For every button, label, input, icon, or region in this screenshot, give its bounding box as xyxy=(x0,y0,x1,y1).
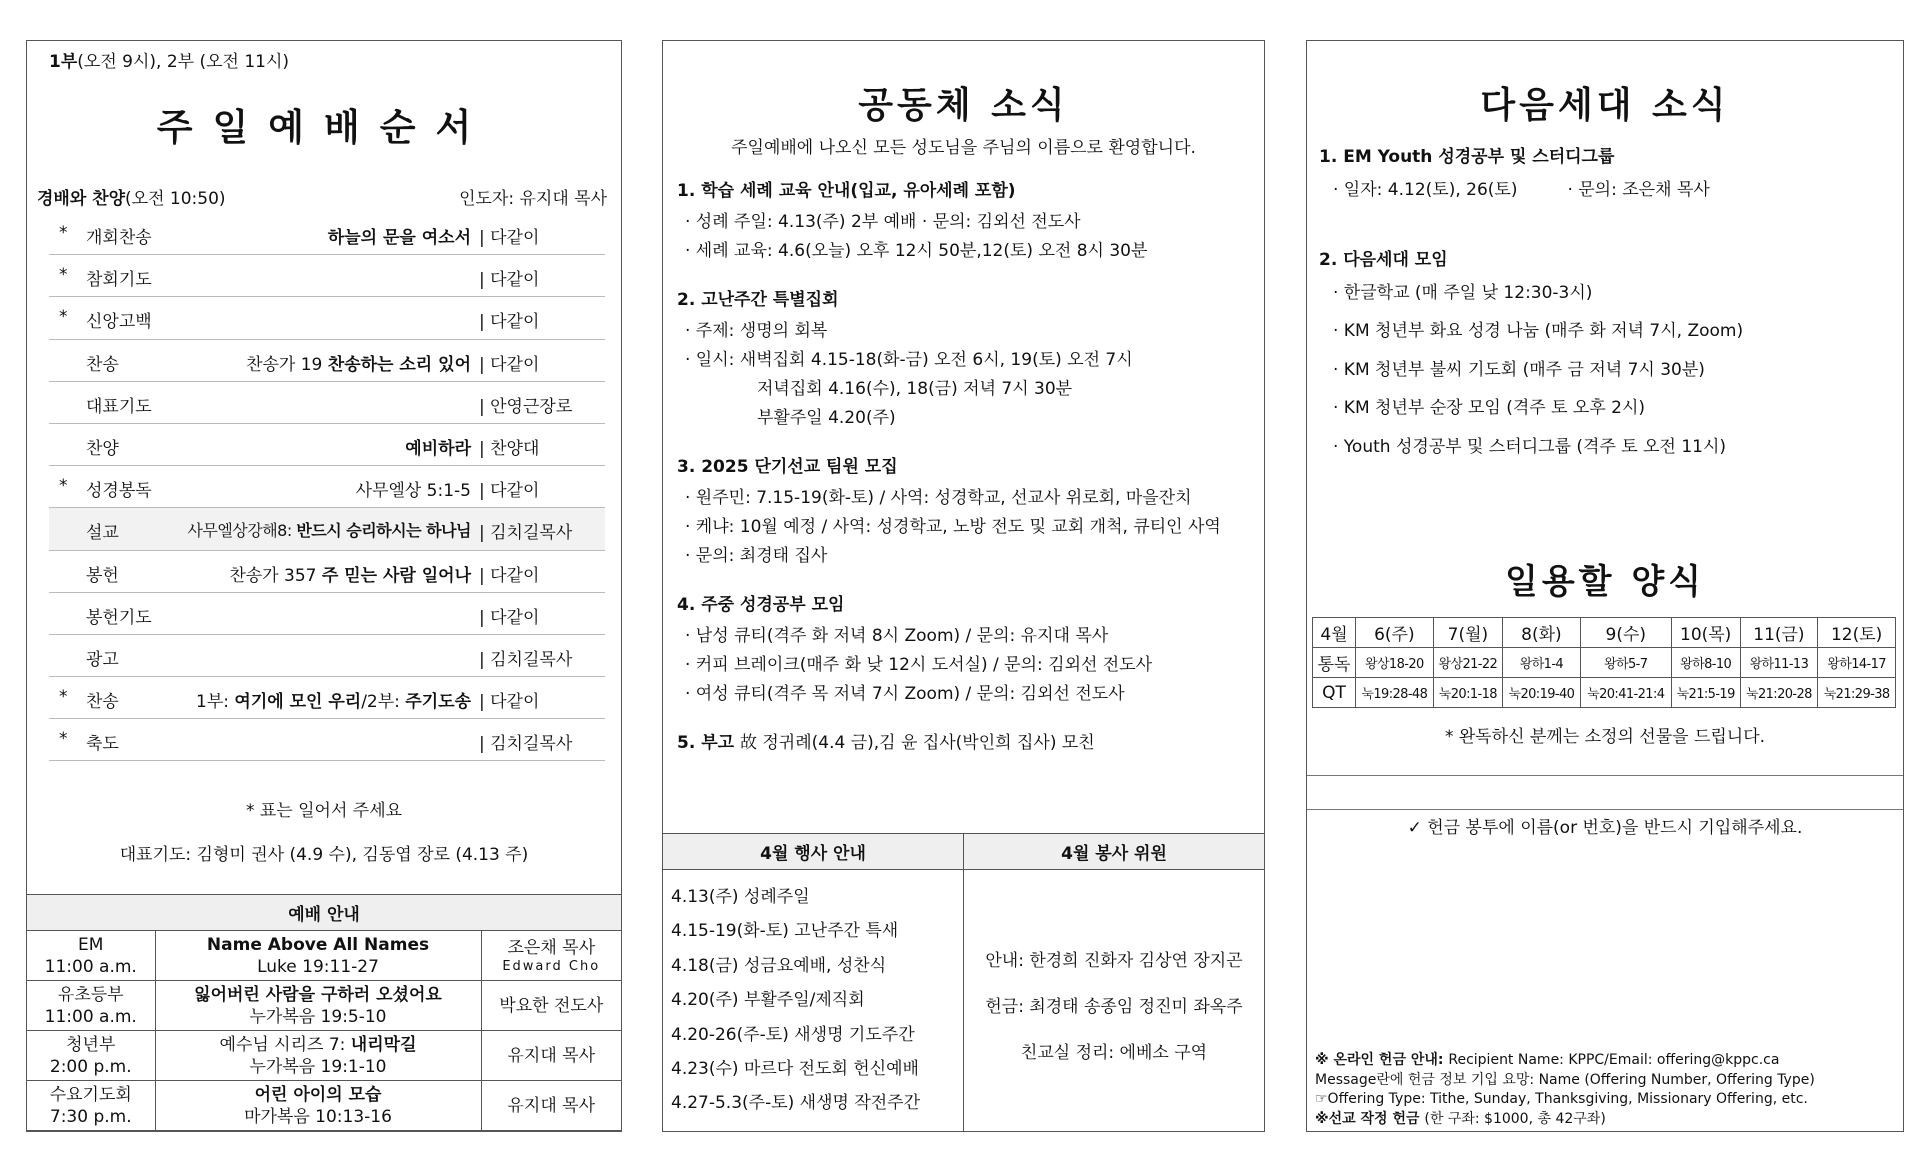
guide-dept: 청년부 xyxy=(66,1034,116,1055)
event-item: 4.20-26(주-토) 새생명 기도주간 xyxy=(671,1024,915,1045)
guide-verse: 누가복음 19:1-10 xyxy=(249,1056,387,1077)
news-line: · 문의: 최경태 집사 xyxy=(685,546,828,566)
praise-header xyxy=(37,184,607,209)
guide-title-prefix: 예수님 시리즈 7: xyxy=(219,1034,351,1055)
qt-title: 일용할 양식 xyxy=(1504,562,1706,602)
praise-section xyxy=(37,184,226,209)
order-item-leader: | 안영근장로 xyxy=(479,396,573,417)
event-item: 4.23(수) 마르다 전도회 헌신예배 xyxy=(671,1058,919,1079)
order-item-detail xyxy=(196,687,471,712)
obituary-head: 5. 부고 xyxy=(677,733,735,753)
qt-header-row xyxy=(1313,618,1896,648)
order-row xyxy=(49,340,605,382)
complete-note: * 완독하신 분께는 소정의 선물을 드립니다. xyxy=(1444,727,1766,747)
qt-passage: 눅20:41-21:4 xyxy=(1580,678,1671,708)
guide-sermon-cell xyxy=(155,981,481,1031)
order-item-leader: | 김치길목사 xyxy=(479,523,573,544)
order-row xyxy=(49,424,605,466)
order-item-name: 성경봉독 xyxy=(86,481,152,502)
qt-passage: 왕하1-4 xyxy=(1503,648,1581,678)
order-item-name: 대표기도 xyxy=(86,396,152,417)
guide-sermon-cell xyxy=(155,931,481,981)
qt-passage: 왕하8-10 xyxy=(1671,648,1740,678)
qt-passage: 눅21:5-19 xyxy=(1671,678,1740,708)
qt-row-label: QT xyxy=(1313,678,1356,708)
event-item: 4.15-19(화-토) 고난주간 특새 xyxy=(671,921,899,942)
em-youth-contact: · 문의: 조은채 목사 xyxy=(1567,180,1710,200)
order-item-name: 설교 xyxy=(86,523,119,544)
qt-day: 4월 xyxy=(1313,618,1356,648)
qt-table xyxy=(1312,617,1896,708)
guide-verse: 마가복음 10:13-16 xyxy=(244,1106,392,1127)
qt-passage: 왕상18-20 xyxy=(1356,648,1434,678)
guide-sermon-title xyxy=(156,934,481,956)
online-line-text: (한 구좌: $1000, 총 42구좌) xyxy=(1424,1110,1606,1127)
order-row xyxy=(49,677,605,719)
guide-sermon-title xyxy=(156,984,481,1006)
news-line: · 여성 큐티(격주 목 저녁 7시 Zoom) / 문의: 김외선 전도사 xyxy=(685,684,1125,704)
qt-passage: 왕하11-13 xyxy=(1740,648,1818,678)
order-item-leader: | 김치길목사 xyxy=(479,734,573,755)
em-youth-info xyxy=(1319,171,1889,210)
order-item-detail xyxy=(246,350,471,375)
stand-marker: * xyxy=(59,223,68,243)
volunteers-header: 4월 봉사 위원 xyxy=(964,834,1265,870)
order-item-detail xyxy=(187,518,471,541)
em-youth-heading: 1. EM Youth 성경공부 및 스터디그룹 xyxy=(1319,147,1615,167)
guide-verse: 누가복음 19:5-10 xyxy=(249,1006,387,1027)
nextgen-list xyxy=(1319,143,1889,466)
order-item-detail xyxy=(229,561,471,586)
guide-row xyxy=(27,1081,621,1131)
online-line-label: ※선교 작정 헌금 xyxy=(1315,1110,1425,1127)
detail-prefix: 찬송가 357 xyxy=(229,565,322,586)
service-times-bold: 1부 xyxy=(49,52,78,72)
news-line: · 케냐: 10월 예정 / 사역: 성경학교, 노방 전도 및 교회 개척, 큐티인 사역 xyxy=(685,517,1221,537)
order-item-leader: | 다같이 xyxy=(479,270,540,291)
qt-day: 9(수) xyxy=(1580,618,1671,648)
events-list xyxy=(663,870,964,1132)
detail-title: 예비하라 xyxy=(405,438,471,459)
volunteer-item: 헌금: 최경태 송종임 정진미 좌옥주 xyxy=(985,997,1243,1017)
news-line: 저녁집회 4.16(수), 18(금) 저녁 7시 30분 xyxy=(757,379,1073,399)
guide-pastor: 박요한 전도사 xyxy=(499,995,604,1016)
detail-prefix: 사무엘상강해8: xyxy=(187,521,297,541)
guide-pastor-cell xyxy=(481,1081,621,1131)
guide-dept: 유초등부 xyxy=(57,984,124,1005)
online-line-text: Recipient Name: KPPC/Email: offering@kppc.ca xyxy=(1448,1052,1780,1068)
qt-passage: 왕하5-7 xyxy=(1580,648,1671,678)
praise-section-time: (오전 10:50) xyxy=(125,189,226,209)
guide-dept: EM xyxy=(78,934,104,955)
order-item-detail xyxy=(356,476,471,501)
guide-pastor-cell xyxy=(481,931,621,981)
meeting-item: · KM 청년부 순장 모임 (격주 토 오후 2시) xyxy=(1333,398,1646,418)
guide-time: 7:30 p.m. xyxy=(49,1106,132,1127)
order-item-leader: | 다같이 xyxy=(479,354,540,375)
leader: 인도자: 유지대 목사 xyxy=(459,189,607,209)
guide-row xyxy=(27,981,621,1031)
qt-day: 8(화) xyxy=(1503,618,1581,648)
worship-title: 주일예배순서 xyxy=(156,106,492,149)
guide-time: 2:00 p.m. xyxy=(49,1056,132,1077)
order-item-name: 개회찬송 xyxy=(86,228,152,248)
qt-passage: 눅19:28-48 xyxy=(1356,678,1434,708)
guide-time: 11:00 a.m. xyxy=(44,1006,137,1027)
guide-time: 11:00 a.m. xyxy=(44,956,137,977)
news-heading: 2. 고난주간 특별집회 xyxy=(677,290,839,310)
em-youth-date: · 일자: 4.12(토), 26(토) xyxy=(1333,180,1518,200)
online-line xyxy=(1315,1071,1815,1091)
obituary xyxy=(677,731,1257,756)
qt-day: 12(토) xyxy=(1818,618,1896,648)
service-times xyxy=(49,47,289,72)
online-line xyxy=(1315,1051,1815,1071)
order-row xyxy=(49,466,605,508)
nextgen-meetings-heading: 2. 다음세대 모임 xyxy=(1319,249,1448,270)
stand-marker: * xyxy=(59,476,68,497)
qt-day: 10(목) xyxy=(1671,618,1740,648)
spacer xyxy=(677,709,1257,731)
guide-dept-cell xyxy=(27,931,155,981)
guide-title: 잃어버린 사람을 구하러 오셨어요 xyxy=(194,984,442,1005)
online-offering-info xyxy=(1315,1051,1815,1129)
guide-row xyxy=(27,931,621,981)
stand-marker: * xyxy=(59,265,68,286)
next-generation-panel xyxy=(1306,40,1904,1132)
detail-prefix: 1부: xyxy=(196,692,235,713)
volunteer-item: 안내: 한경희 진화자 김상연 장지곤 xyxy=(985,951,1243,971)
qt-day: 7(월) xyxy=(1433,618,1502,648)
detail-title: 찬송하는 소리 있어 xyxy=(327,354,471,375)
order-item-leader: | 다같이 xyxy=(479,607,540,628)
qt-row-label: 통독 xyxy=(1313,648,1356,678)
order-item-leader: | 김치길목사 xyxy=(479,649,573,670)
order-row xyxy=(49,382,605,424)
order-item-name: 참회기도 xyxy=(86,270,152,291)
order-item-name: 찬양 xyxy=(86,438,119,459)
online-line-text: ☞Offering Type: Tithe, Sunday, Thanksgiving, Missionary Offering, etc. xyxy=(1315,1091,1808,1107)
event-item: 4.27-5.3(주-토) 새생명 작전주간 xyxy=(671,1093,921,1114)
order-item-name: 축도 xyxy=(86,734,119,755)
event-item: 4.13(주) 성례주일 xyxy=(671,887,810,907)
order-row xyxy=(49,213,605,255)
guide-dept-cell xyxy=(27,981,155,1031)
order-item-leader: | 다같이 xyxy=(479,565,540,586)
qt-passage: 왕하14-17 xyxy=(1818,648,1896,678)
order-item-detail xyxy=(328,223,471,248)
stand-note: * 표는 일어서 주세요 xyxy=(245,801,403,821)
qt-day: 6(주) xyxy=(1356,618,1434,648)
order-item-name: 신앙고백 xyxy=(86,312,152,333)
worship-order-panel xyxy=(26,40,622,1132)
order-item-name: 찬송 xyxy=(86,692,119,713)
welcome-text: 주일예배에 나오신 모든 성도님을 주님의 이름으로 환영합니다. xyxy=(731,138,1196,158)
divider xyxy=(1307,775,1903,776)
online-line-text: Message란에 헌금 정보 기입 요망: Name (Offering Number, Offering Type) xyxy=(1315,1071,1815,1088)
news-line: · 성례 주일: 4.13(주) 2부 예배 · 문의: 김외선 전도사 xyxy=(685,212,1081,232)
online-line xyxy=(1315,1090,1815,1110)
spacer xyxy=(677,433,1257,455)
qt-passage: 눅21:20-28 xyxy=(1740,678,1818,708)
events-table xyxy=(663,833,1264,1132)
guide-pastor: 유지대 목사 xyxy=(507,1045,595,1066)
qt-row xyxy=(1313,648,1896,678)
news-line: · 세례 교육: 4.6(오늘) 오후 12시 50분,12(토) 오전 8시 30분 xyxy=(685,241,1148,261)
detail-prefix: 찬송가 19 xyxy=(246,354,328,375)
news-heading: 3. 2025 단기선교 팀원 모집 xyxy=(677,457,898,477)
events-header: 4월 행사 안내 xyxy=(663,834,964,870)
spacer xyxy=(677,571,1257,593)
meeting-item: · Youth 성경공부 및 스터디그룹 (격주 토 오전 11시) xyxy=(1333,436,1727,457)
news-list xyxy=(677,179,1257,760)
prayer-note: 대표기도: 김형미 권사 (4.9 수), 김동엽 장로 (4.13 주) xyxy=(119,845,529,865)
qt-passage: 눅20:19-40 xyxy=(1503,678,1581,708)
guide-title: 어린 아이의 모습 xyxy=(254,1084,382,1105)
service-times-text: (오전 9시), 2부 (오전 11시) xyxy=(77,52,290,72)
order-item-leader: | 다같이 xyxy=(479,692,540,713)
online-line xyxy=(1315,1110,1815,1130)
meeting-item: · KM 청년부 화요 성경 나눔 (매주 화 저녁 7시, Zoom) xyxy=(1333,321,1744,341)
guide-sermon-cell xyxy=(155,1031,481,1081)
order-row xyxy=(49,297,605,339)
qt-row xyxy=(1313,678,1896,708)
qt-passage: 왕상21-22 xyxy=(1433,648,1502,678)
detail-prefix: 사무엘상 5:1-5 xyxy=(355,481,471,502)
guide-pastor: 유지대 목사 xyxy=(507,1095,595,1116)
nextgen-title: 다음세대 소식 xyxy=(1480,85,1730,126)
qt-day: 11(금) xyxy=(1740,618,1818,648)
order-row xyxy=(49,593,605,635)
order-row xyxy=(49,635,605,677)
stand-marker: * xyxy=(59,687,68,708)
guide-pastor-cell xyxy=(481,981,621,1031)
meeting-item: · KM 청년부 불씨 기도회 (매주 금 저녁 7시 30분) xyxy=(1333,359,1705,380)
news-line: · 커피 브레이크(매주 화 낮 12시 도서실) / 문의: 김외선 전도사 xyxy=(685,655,1153,675)
divider xyxy=(1307,809,1903,810)
news-line: · 일시: 새벽집회 4.15-18(화-금) 오전 6시, 19(토) 오전 7시 xyxy=(685,350,1133,370)
order-item-leader: | 찬양대 xyxy=(479,438,540,459)
spacer xyxy=(677,266,1257,288)
order-item-name: 봉헌 xyxy=(86,565,119,586)
guide-sermon-title xyxy=(156,1084,481,1106)
order-row xyxy=(49,551,605,593)
detail-title: 하늘의 문을 여소서 xyxy=(327,228,471,248)
qt-passage: 눅20:1-18 xyxy=(1433,678,1502,708)
praise-section-label: 경배와 찬양 xyxy=(37,189,126,209)
order-row xyxy=(49,508,605,550)
order-item-leader: | 다같이 xyxy=(479,228,540,248)
news-line: · 원주민: 7.15-19(화-토) / 사역: 성경학교, 선교사 위로회, 마을잔치 xyxy=(685,488,1192,508)
stand-marker: * xyxy=(59,729,68,750)
guide-pastor-en: Edward Cho xyxy=(502,958,601,974)
service-guide-header: 예배 안내 xyxy=(27,895,621,931)
news-heading: 1. 학습 세례 교육 안내(입교, 유아세례 포함) xyxy=(677,181,1016,201)
order-item-name: 광고 xyxy=(86,649,119,670)
offering-note: ✓ 헌금 봉투에 이름(or 번호)을 반드시 기입해주세요. xyxy=(1407,818,1803,838)
guide-row xyxy=(27,1031,621,1081)
news-line: · 남성 큐티(격주 화 저녁 8시 Zoom) / 문의: 유지대 목사 xyxy=(685,626,1109,646)
guide-dept: 수요기도회 xyxy=(49,1084,132,1105)
order-item-name: 봉헌기도 xyxy=(86,607,152,628)
event-item: 4.20(주) 부활주일/제직회 xyxy=(671,990,865,1011)
order-item-name: 찬송 xyxy=(86,354,119,375)
order-row xyxy=(49,719,605,761)
news-line: 부활주일 4.20(주) xyxy=(757,408,896,428)
qt-passage: 눅21:29-38 xyxy=(1818,678,1896,708)
guide-title: Name Above All Names xyxy=(206,934,430,955)
detail-title: 주 믿는 사람 일어나 xyxy=(321,565,471,586)
guide-sermon-title xyxy=(156,1034,481,1056)
guide-title: 내리막길 xyxy=(350,1034,417,1055)
detail-title: 주기도송 xyxy=(405,692,471,713)
guide-dept-cell xyxy=(27,1031,155,1081)
service-guide-table xyxy=(27,894,621,1131)
obituary-text: 故 정귀례(4.4 금),김 윤 집사(박인희 집사) 모친 xyxy=(739,733,1095,753)
order-list xyxy=(37,213,618,761)
community-news-panel xyxy=(662,40,1265,1132)
order-item-leader: | 다같이 xyxy=(479,481,540,502)
detail-prefix: /2부: xyxy=(361,692,406,713)
order-item-leader: | 다같이 xyxy=(479,312,540,333)
meeting-item: · 한글학교 (매 주일 낮 12:30-3시) xyxy=(1333,282,1593,303)
stand-marker: * xyxy=(59,307,68,328)
volunteers-list xyxy=(964,870,1265,1132)
detail-title: 여기에 모인 우리 xyxy=(234,692,362,713)
order-item-detail xyxy=(405,434,471,459)
news-heading: 4. 주중 성경공부 모임 xyxy=(677,595,845,615)
guide-pastor-cell xyxy=(481,1031,621,1081)
news-line: · 주제: 생명의 회복 xyxy=(685,321,828,341)
community-title: 공동체 소식 xyxy=(858,85,1069,126)
guide-verse: Luke 19:11-27 xyxy=(257,956,379,977)
order-row xyxy=(49,255,605,297)
event-item: 4.18(금) 성금요예배, 성찬식 xyxy=(671,955,887,976)
guide-dept-cell xyxy=(27,1081,155,1131)
detail-title: 반드시 승리하시는 하나님 xyxy=(296,521,471,541)
volunteer-item: 친교실 정리: 에베소 구역 xyxy=(1020,1043,1208,1063)
guide-pastor: 조은채 목사 xyxy=(507,937,595,958)
guide-sermon-cell xyxy=(155,1081,481,1131)
online-line-label: ※ 온라인 헌금 안내: xyxy=(1315,1052,1449,1068)
